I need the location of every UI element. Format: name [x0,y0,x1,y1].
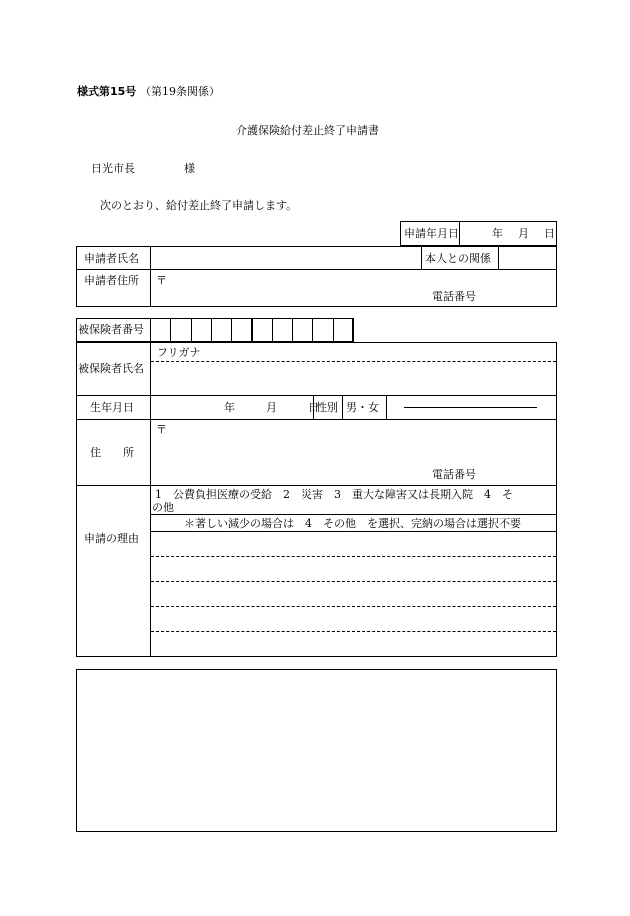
applicant-address-label: 申請者住所 [84,274,139,287]
insured-address-label: 住 所 [90,446,134,459]
applicant-name-label: 申請者氏名 [84,252,139,265]
reason-options-line2: の他 [152,501,174,514]
office-use-box [76,669,557,832]
applicant-phone-label: 電話番号 [432,290,476,303]
applicant-name-field[interactable] [152,248,419,268]
reason-note: ＊著しい減少の場合は 4 その他 を選択、完納の場合は選択不要 [184,517,521,530]
insured-phone-label: 電話番号 [432,468,476,481]
reason-label: 申請の理由 [84,532,139,545]
sex-label: 性別 [316,401,338,414]
application-date-value[interactable]: 年 月 日 [492,227,557,240]
insured-number-cell[interactable] [191,318,212,342]
honorific: 様 [184,162,195,175]
relation-field[interactable] [500,248,555,268]
insured-number-cell[interactable] [272,318,293,342]
insured-number-cell[interactable] [312,318,333,342]
insured-name-field[interactable] [152,363,555,393]
furigana-label: フリガナ [157,346,201,359]
insured-number-cell[interactable] [231,318,252,342]
intro-text: 次のとおり、給付差止終了申請します。 [100,199,298,212]
birth-label: 生年月日 [90,401,134,414]
insured-number-cell[interactable] [292,318,313,342]
application-date-label: 申請年月日 [404,227,459,240]
insured-number-cell[interactable] [252,318,273,342]
insured-number-cell[interactable] [333,318,354,342]
applicant-postal-mark: 〒 [156,274,167,287]
form-relation: （第19条関係） [140,85,220,98]
blank-line [404,407,537,408]
insured-number-cell[interactable] [211,318,232,342]
addressee: 日光市長 [91,162,135,175]
insured-address-field[interactable] [152,421,555,483]
relation-label: 本人との関係 [425,252,491,265]
reason-options-line1[interactable]: 1 公費負担医療の受給 2 災害 3 重大な障害又は長期入院 4 そ [155,488,513,501]
birth-value[interactable]: 年 月 日 [224,401,322,414]
applicant-address-field[interactable] [152,271,555,305]
reason-detail-field[interactable] [152,533,555,655]
insured-number-cell[interactable] [150,318,171,342]
page-title: 介護保険給付差止終了申請書 [236,124,379,137]
insured-number-cell[interactable] [170,318,191,342]
insured-number-label: 被保険者番号 [78,323,144,336]
sex-value[interactable]: 男・女 [346,401,379,414]
form-number: 様式第15号 [77,85,137,98]
insured-postal-mark: 〒 [156,423,167,436]
insured-name-label: 被保険者氏名 [78,362,144,375]
